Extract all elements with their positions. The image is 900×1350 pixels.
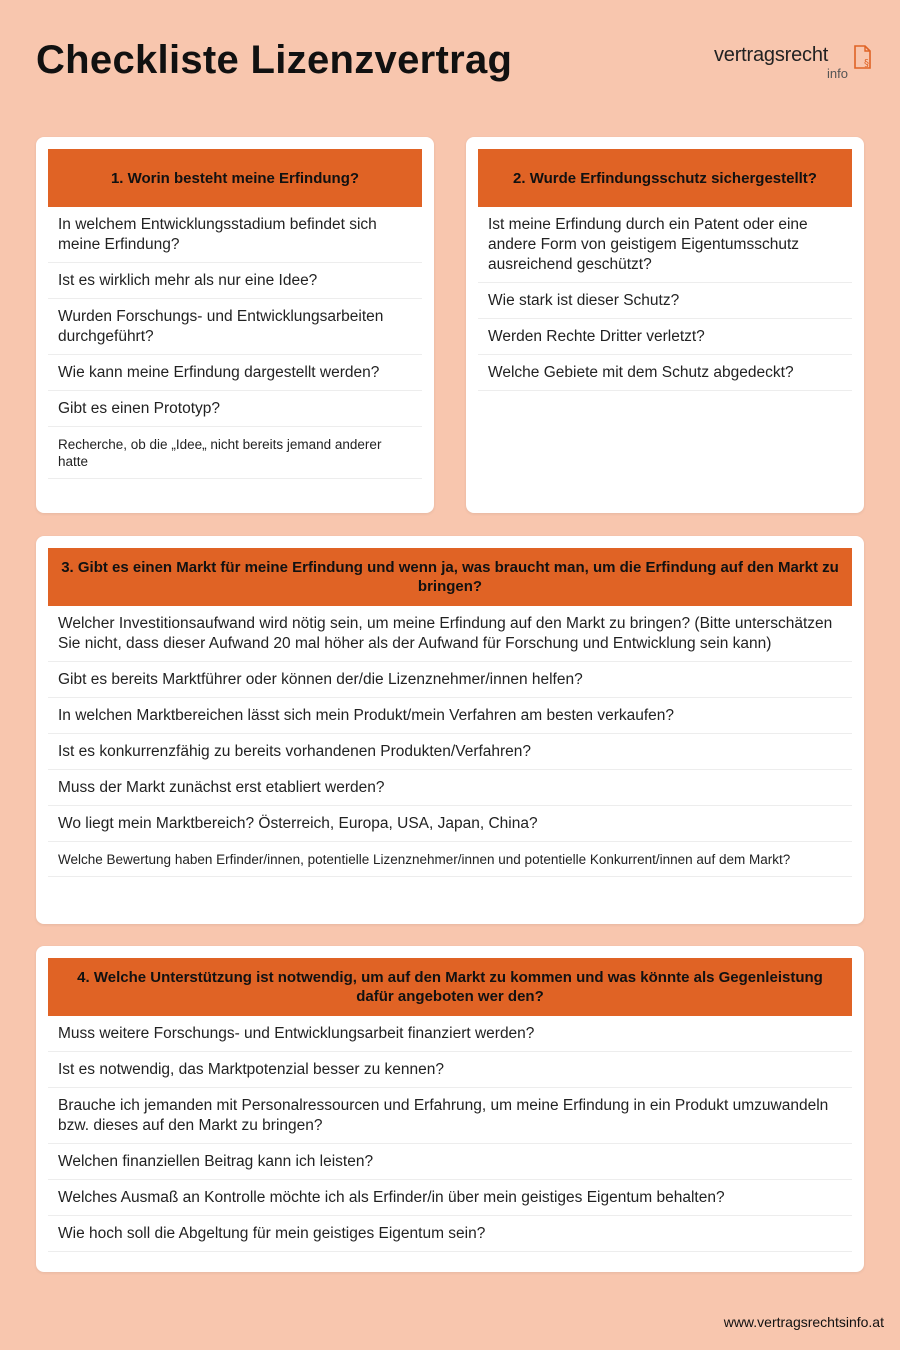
checklist-item: Werden Rechte Dritter verletzt? <box>478 319 852 355</box>
section-card-2 <box>466 137 864 513</box>
checklist <box>48 207 422 479</box>
svg-text:§: § <box>864 58 869 69</box>
checklist-item: Wurden Forschungs- und Entwicklungsarbeiten durchgeführt? <box>48 299 422 355</box>
checklist-item: Muss weitere Forschungs- und Entwicklungsarbeit finanziert werden? <box>48 1016 852 1052</box>
checklist <box>478 207 852 391</box>
logo-wordmark: vertragsrecht <box>714 44 829 66</box>
checklist-item: Ist es notwendig, das Marktpotenzial besser zu kennen? <box>48 1052 852 1088</box>
checklist-item: Wie hoch soll die Abgeltung für mein geistiges Eigentum sein? <box>48 1216 852 1252</box>
checklist-item: Wie stark ist dieser Schutz? <box>478 283 852 319</box>
section-heading: 2. Wurde Erfindungsschutz sichergestellt? <box>478 149 852 207</box>
checklist-item: Brauche ich jemanden mit Personalressourcen und Erfahrung, um meine Erfindung in ein Produkt umzuwandeln bzw. dieses auf den Markt zu bringen? <box>48 1088 852 1144</box>
checklist-item: Welche Bewertung haben Erfinder/innen, potentielle Lizenznehmer/innen und potentielle Konkurrent/innen auf dem Markt? <box>48 842 852 877</box>
checklist-item: Welches Ausmaß an Kontrolle möchte ich als Erfinder/in über mein geistiges Eigentum behalten? <box>48 1180 852 1216</box>
checklist-item: Recherche, ob die „Idee„ nicht bereits jemand anderer hatte <box>48 427 422 479</box>
footer-website-link[interactable]: www.vertragsrechtsinfo.at <box>723 1314 884 1330</box>
section-card-1 <box>36 137 434 513</box>
checklist-item: Ist meine Erfindung durch ein Patent oder eine andere Form von geistigem Eigentumsschutz ausreichend geschützt? <box>478 207 852 283</box>
document-paragraph-icon <box>852 44 874 72</box>
checklist-item: Ist es wirklich mehr als nur eine Idee? <box>48 263 422 299</box>
page-title: Checkliste Lizenzvertrag <box>36 38 513 82</box>
section-heading: 4. Welche Unterstützung ist notwendig, um auf den Markt zu kommen und was könnte als Gegenleistung dafür angeboten wer den? <box>48 958 852 1016</box>
checklist-item: Welchen finanziellen Beitrag kann ich leisten? <box>48 1144 852 1180</box>
section-heading: 1. Worin besteht meine Erfindung? <box>48 149 422 207</box>
section-card-4 <box>36 946 864 1272</box>
checklist <box>48 606 852 877</box>
checklist-item: In welchen Marktbereichen lässt sich mein Produkt/mein Verfahren am besten verkaufen? <box>48 698 852 734</box>
section-card-3 <box>36 536 864 924</box>
checklist-item: Ist es konkurrenzfähig zu bereits vorhandenen Produkten/Verfahren? <box>48 734 852 770</box>
checklist-item: Wo liegt mein Marktbereich? Österreich, Europa, USA, Japan, China? <box>48 806 852 842</box>
brand-logo[interactable] <box>714 44 874 84</box>
checklist-item: In welchem Entwicklungsstadium befindet sich meine Erfindung? <box>48 207 422 263</box>
checklist-item: Welche Gebiete mit dem Schutz abgedeckt? <box>478 355 852 391</box>
checklist-item: Muss der Markt zunächst erst etabliert werden? <box>48 770 852 806</box>
logo-subtext: info <box>827 66 848 81</box>
checklist-item: Gibt es einen Prototyp? <box>48 391 422 427</box>
checklist-item: Gibt es bereits Marktführer oder können der/die Lizenznehmer/innen helfen? <box>48 662 852 698</box>
checklist <box>48 1016 852 1252</box>
checklist-item: Wie kann meine Erfindung dargestellt werden? <box>48 355 422 391</box>
checklist-item: Welcher Investitionsaufwand wird nötig sein, um meine Erfindung auf den Markt zu bringen? (Bitte unterschätzen Sie nicht, dass dieser Aufwand 20 mal höher als der Aufwand für Forschung und Entwicklung sein kann) <box>48 606 852 662</box>
section-heading: 3. Gibt es einen Markt für meine Erfindung und wenn ja, was braucht man, um die Erfindung auf den Markt zu bringen? <box>48 548 852 606</box>
